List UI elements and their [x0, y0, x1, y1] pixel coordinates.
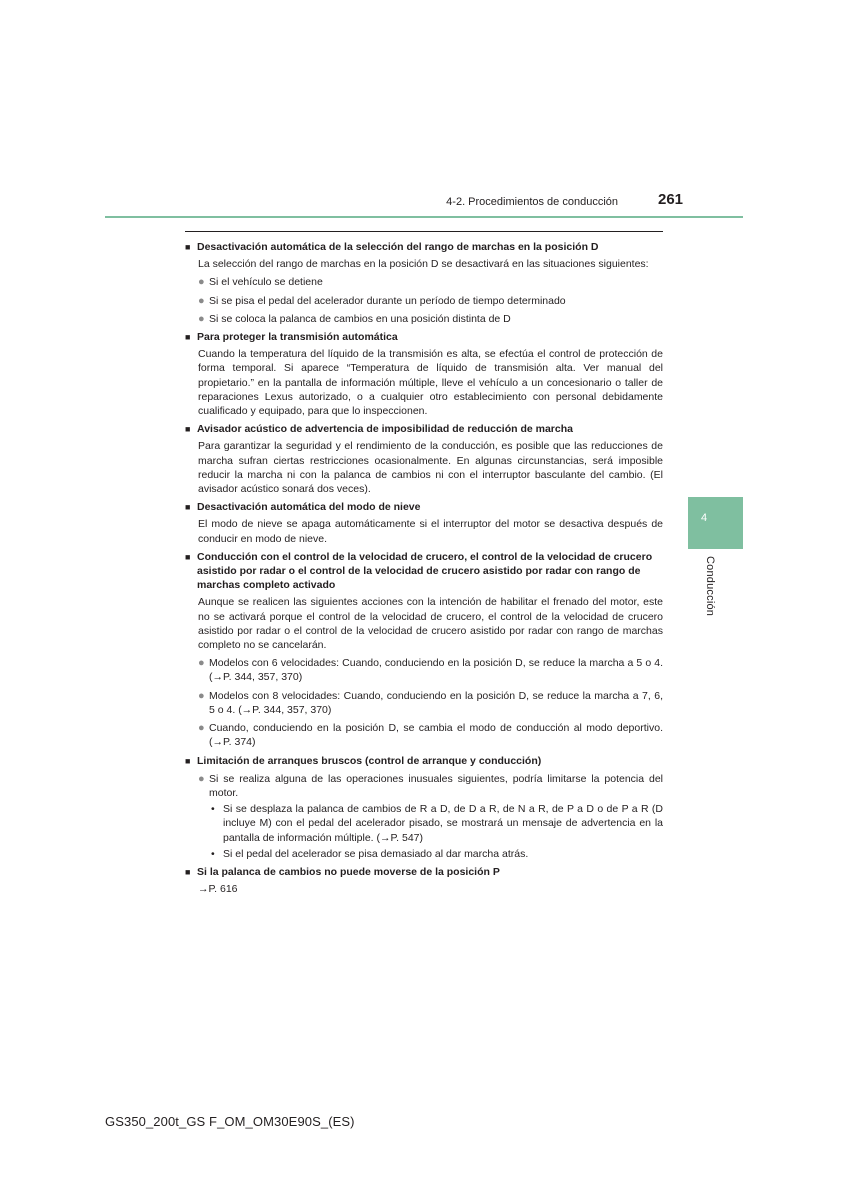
- list-item-text: Si se pisa el pedal del acelerador durante un período de tiempo determinado: [209, 294, 566, 307]
- section-heading: [185, 422, 663, 436]
- section-downshift-warning-buzzer: [185, 422, 663, 496]
- section-paragraph: La selección del rango de marchas en la posición D se desactivará en las situaciones siguientes:: [198, 258, 649, 271]
- small-bullet-icon: •: [211, 803, 215, 816]
- section-paragraph: Aunque se realicen las siguientes acciones con la intención de habilitar el frenado del motor, este no se activará porque el control de la velocidad de crucero, el control de la velocidad de crucero asistido por radar o el control de la velocidad de crucero asistido por radar con rango de marchas completo no se cancelarán.: [198, 596, 663, 652]
- small-bullet-icon: •: [211, 847, 215, 860]
- section-shift-lever-stuck-p: [185, 865, 663, 896]
- list-item: [198, 275, 663, 289]
- section-snow-mode-cancel: [185, 500, 663, 546]
- chapter-label: Conducción: [704, 556, 716, 617]
- list-item-text: Si se realiza alguna de las operaciones inusuales siguientes, podría limitarse la potencia del motor.: [209, 772, 663, 799]
- section-heading: [185, 500, 663, 514]
- section-paragraph: Para garantizar la seguridad y el rendimiento de la conducción, es posible que las reducciones de marcha sufran ciertas restricciones ocasionalmente. En algunas circunstancias, será imposible reducir la marcha ni con la palanca de cambios ni con el interruptor basculante del cambio. (El avisador acústico sonará dos veces).: [198, 440, 663, 496]
- chapter-tab: [688, 497, 743, 549]
- list-item-text: Si el vehículo se detiene: [209, 276, 323, 289]
- sub-list-item: [209, 847, 663, 861]
- round-bullet-icon: ●: [198, 722, 205, 735]
- section-heading-text: Si la palanca de cambios no puede moverse de la posición P: [197, 865, 500, 878]
- sub-list-item: [209, 802, 663, 845]
- section-heading-text: Avisador acústico de advertencia de imposibilidad de reducción de marcha: [197, 423, 573, 436]
- round-bullet-icon: ●: [198, 772, 205, 785]
- sub-list-item-text: Si se desplaza la palanca de cambios de R a D, de D a R, de N a R, de P a D o de P a R (D incluye M) con el pedal del acelerador pisado, se mostrará un mensaje de advertencia en la pantalla de información múltiple. (→P. 547): [223, 803, 663, 844]
- square-bullet-icon: ■: [185, 755, 191, 766]
- square-bullet-icon: ■: [185, 242, 191, 252]
- list-item-text: Cuando, conduciendo en la posición D, se cambia el modo de conducción al modo deportivo. (→P. 374): [209, 722, 663, 749]
- list-item-text: Modelos con 6 velocidades: Cuando, conduciendo en la posición D, se reduce la marcha a 5 o 4. (→P. 344, 357, 370): [209, 657, 663, 684]
- footer-document-code: GS350_200t_GS F_OM_OM30E90S_(ES): [105, 1114, 355, 1129]
- section-cruise-control-driving: [185, 550, 663, 750]
- section-heading: [185, 865, 663, 879]
- section-paragraph: Cuando la temperatura del líquido de la transmisión es alta, se efectúa el control de protección de forma temporal. Si aparece “Temperatura de líquido de transmisión alta. Ver manual del propietario.” en la pantalla de información múltiple, lleve el vehículo a un concesionario o taller de reparaciones Lexus autorizado, o a cualquier otro establecimiento con personal debidamente cualificado y equipado, para que lo inspeccionen.: [198, 348, 663, 418]
- sub-list-item-text: Si el pedal del acelerador se pisa demasiado al dar marcha atrás.: [223, 847, 529, 860]
- section-sudden-start-limitation: [185, 754, 663, 861]
- section-heading: [185, 550, 663, 593]
- square-bullet-icon: ■: [185, 424, 191, 435]
- section-heading-text: Para proteger la transmisión automática: [197, 331, 398, 344]
- list-item: [198, 294, 663, 308]
- square-bullet-icon: ■: [185, 866, 191, 877]
- round-bullet-icon: ●: [198, 294, 205, 307]
- list-item: [198, 721, 663, 749]
- list-item: [198, 689, 663, 717]
- round-bullet-icon: ●: [198, 276, 205, 289]
- chapter-number: 4: [701, 512, 708, 524]
- square-bullet-icon: ■: [185, 551, 191, 562]
- page-number: 261: [658, 191, 684, 208]
- section-transmission-protection: [185, 330, 663, 418]
- round-bullet-icon: ●: [198, 689, 205, 702]
- header-section-title: 4-2. Procedimientos de conducción: [446, 196, 618, 208]
- section-heading: [185, 754, 663, 768]
- section-heading: [185, 240, 663, 254]
- section-heading-text: Desactivación automática de la selección del rango de marchas en la posición D: [197, 241, 599, 253]
- list-item: [198, 772, 663, 800]
- page-reference: →P. 616: [198, 883, 238, 896]
- content-top-divider: [185, 231, 663, 232]
- section-heading: [185, 330, 663, 344]
- section-heading-text: Desactivación automática del modo de nieve: [197, 501, 421, 514]
- list-item-text: Modelos con 8 velocidades: Cuando, conduciendo en la posición D, se reduce la marcha a 7, 6, 5 o 4. (→P. 344, 357, 370): [209, 689, 663, 716]
- list-item-text: Si se coloca la palanca de cambios en una posición distinta de D: [209, 312, 511, 325]
- list-item: [198, 312, 663, 326]
- square-bullet-icon: ■: [185, 332, 191, 343]
- section-heading-text: Conducción con el control de la velocidad de crucero, el control de la velocidad de crucero asistido por radar o el control de la velocidad de crucero asistido por radar con rango de marchas completo activado: [197, 550, 653, 592]
- round-bullet-icon: ●: [198, 312, 205, 325]
- header-divider: [105, 216, 743, 218]
- section-heading-text: Limitación de arranques bruscos (control de arranque y conducción): [197, 754, 542, 767]
- round-bullet-icon: ●: [198, 657, 205, 670]
- list-item: [198, 656, 663, 684]
- section-auto-d-range-cancel: [185, 240, 663, 326]
- square-bullet-icon: ■: [185, 502, 191, 513]
- page-content: [185, 236, 663, 896]
- section-paragraph: El modo de nieve se apaga automáticamente si el interruptor del motor se desactiva después de conducir en modo de nieve.: [198, 518, 663, 545]
